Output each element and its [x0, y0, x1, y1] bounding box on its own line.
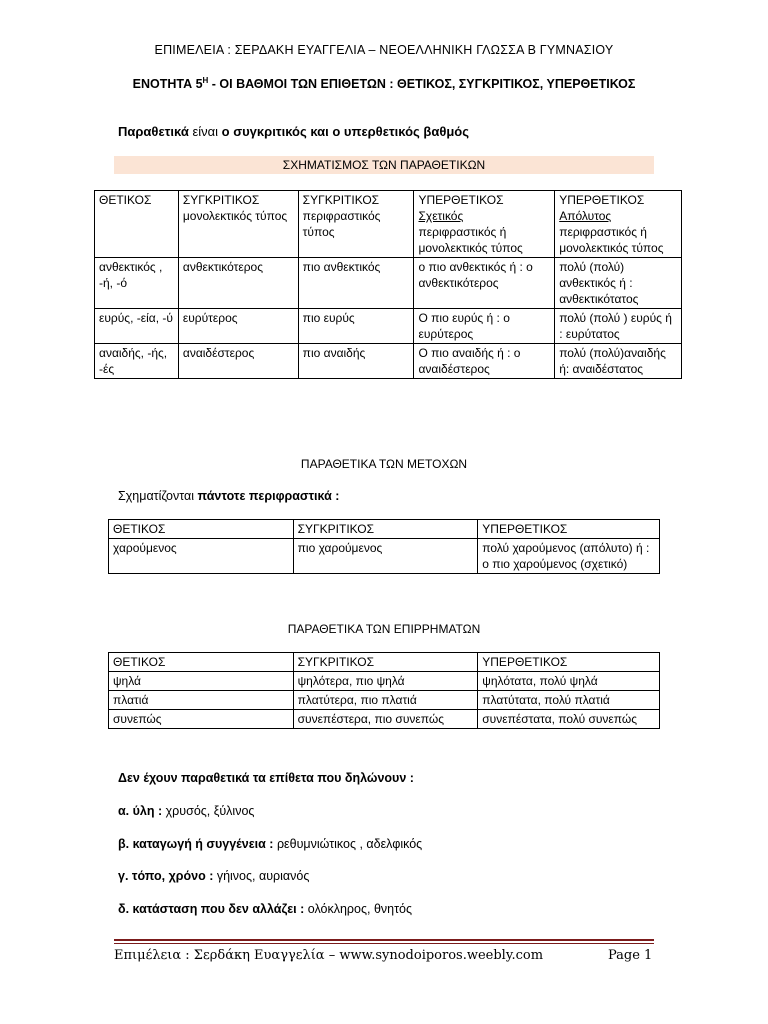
table-cell: πιο χαρούμενος [293, 539, 478, 574]
table-header-row [109, 520, 660, 539]
table-row [95, 309, 682, 344]
note-item: β. καταγωγή ή συγγένεια : ρεθυμνιώτικος , αδελφικός [118, 837, 423, 851]
header-cell: ΘΕΤΙΚΟΣ [95, 191, 179, 258]
table-cell: αναιδής, -ής, -ές [95, 344, 179, 379]
participles-table [108, 519, 660, 574]
adjective-degrees-table [94, 190, 682, 379]
table-row [95, 344, 682, 379]
footer-rule-thin [114, 943, 654, 944]
notes-heading: Δεν έχουν παραθετικά τα επίθετα που δηλώνουν : [118, 771, 414, 785]
table-cell: ο πιο ανθεκτικός ή : ο ανθεκτικότερος [414, 258, 555, 309]
footer-rule [114, 939, 654, 941]
table-cell: ανθεκτικότερος [178, 258, 298, 309]
table-cell: ψηλότερα, πιο ψηλά [293, 672, 478, 691]
table-cell: αναιδέστερος [178, 344, 298, 379]
table-cell: ευρύτερος [178, 309, 298, 344]
table-cell: Ο πιο ευρύς ή : ο ευρύτερος [414, 309, 555, 344]
participles-section-title: ΠΑΡΑΘΕΤΙΚΑ ΤΩΝ ΜΕΤΟΧΩΝ [300, 457, 468, 471]
table-row [109, 672, 660, 691]
intro-sentence: Παραθετικά είναι ο συγκριτικός και ο υπερθετικός βαθμός [118, 124, 470, 139]
table-row [109, 691, 660, 710]
table-cell: ευρύς, -εία, -ύ [95, 309, 179, 344]
header-cell: ΘΕΤΙΚΟΣ [109, 653, 294, 672]
section-band-title: ΣΧΗΜΑΤΙΣΜΟΣ ΤΩΝ ΠΑΡΑΘΕΤΙΚΩΝ [114, 156, 654, 174]
table-cell: πιο αναιδής [298, 344, 414, 379]
table-row [109, 539, 660, 574]
table-cell: πολύ (πολύ)αναιδής ή: αναιδέστατος [555, 344, 682, 379]
header-cell: ΣΥΓΚΡΙΤΙΚΟΣ [293, 653, 478, 672]
table-row [109, 710, 660, 729]
table-cell: πλατύτατα, πολύ πλατιά [478, 691, 660, 710]
table-cell: πιο ευρύς [298, 309, 414, 344]
header-cell: ΣΥΓΚΡΙΤΙΚΟΣ περιφραστικός τύπος [298, 191, 414, 258]
table-cell: πολύ χαρούμενος (απόλυτο) ή : ο πιο χαρούμενος (σχετικό) [478, 539, 660, 574]
participles-sentence: Σχηματίζονται πάντοτε περιφραστικά : [118, 489, 340, 503]
table-cell: συνεπέστερα, πιο συνεπώς [293, 710, 478, 729]
header-cell: ΣΥΓΚΡΙΤΙΚΟΣ μονολεκτικός τύπος [178, 191, 298, 258]
header-line-1: ΕΠΙΜΕΛΕΙΑ : ΣΕΡΔΑΚΗ ΕΥΑΓΓΕΛΙΑ – ΝΕΟΕΛΛΗΝΙΚΗ ΓΛΩΣΣΑ Β ΓΥΜΝΑΣΙΟΥ [154, 43, 614, 57]
table-cell: πολύ (πολύ) ανθεκτικός ή : ανθεκτικότατος [555, 258, 682, 309]
header-cell: ΥΠΕΡΘΕΤΙΚΟΣ [478, 520, 660, 539]
table-cell: συνεπέστατα, πολύ συνεπώς [478, 710, 660, 729]
header-cell: ΥΠΕΡΘΕΤΙΚΟΣ Σχετικός περιφραστικός ή μονολεκτικός τύπος [414, 191, 555, 258]
adverbs-section-title: ΠΑΡΑΘΕΤΙΚΑ ΤΩΝ ΕΠΙΡΡΗΜΑΤΩΝ [287, 622, 481, 636]
table-header-row [109, 653, 660, 672]
table-cell: πλατιά [109, 691, 294, 710]
header-cell: ΘΕΤΙΚΟΣ [109, 520, 294, 539]
table-cell: πιο ανθεκτικός [298, 258, 414, 309]
adverbs-table [108, 652, 660, 729]
footer-credit: Επιμέλεια : Σερδάκη Ευαγγελία – www.synodoiporos.weebly.com [114, 948, 544, 963]
note-item: δ. κατάσταση που δεν αλλάζει : ολόκληρος, θνητός [118, 902, 413, 916]
table-cell: ψηλά [109, 672, 294, 691]
note-item: γ. τόπο, χρόνο : γήινος, αυριανός [118, 869, 310, 883]
header-cell: ΥΠΕΡΘΕΤΙΚΟΣ [478, 653, 660, 672]
header-cell: ΥΠΕΡΘΕΤΙΚΟΣ Απόλυτος περιφραστικός ή μονολεκτικός τύπος [555, 191, 682, 258]
table-header-row [95, 191, 682, 258]
header-line-2: ΕΝΟΤΗΤΑ $5^H$ - ΟΙ ΒΑΘΜΟΙ ΤΩΝ ΕΠΙΘΕΤΩΝ : ΘΕΤΙΚΟΣ, ΣΥΓΚΡΙΤΙΚΟΣ, ΥΠΕΡΘΕΤΙΚΟΣ [132, 76, 636, 92]
note-item: α. ύλη : χρυσός, ξύλινος [118, 804, 255, 818]
table-cell: Ο πιο αναιδής ή : ο αναιδέστερος [414, 344, 555, 379]
table-cell: πολύ (πολύ ) ευρύς ή : ευρύτατος [555, 309, 682, 344]
table-cell: συνεπώς [109, 710, 294, 729]
table-row [95, 258, 682, 309]
table-cell: χαρούμενος [109, 539, 294, 574]
table-cell: πλατύτερα, πιο πλατιά [293, 691, 478, 710]
header-cell: ΣΥΓΚΡΙΤΙΚΟΣ [293, 520, 478, 539]
table-cell: ανθεκτικός , -ή, -ό [95, 258, 179, 309]
page-number: Page 1 [608, 948, 653, 963]
table-cell: ψηλότατα, πολύ ψηλά [478, 672, 660, 691]
